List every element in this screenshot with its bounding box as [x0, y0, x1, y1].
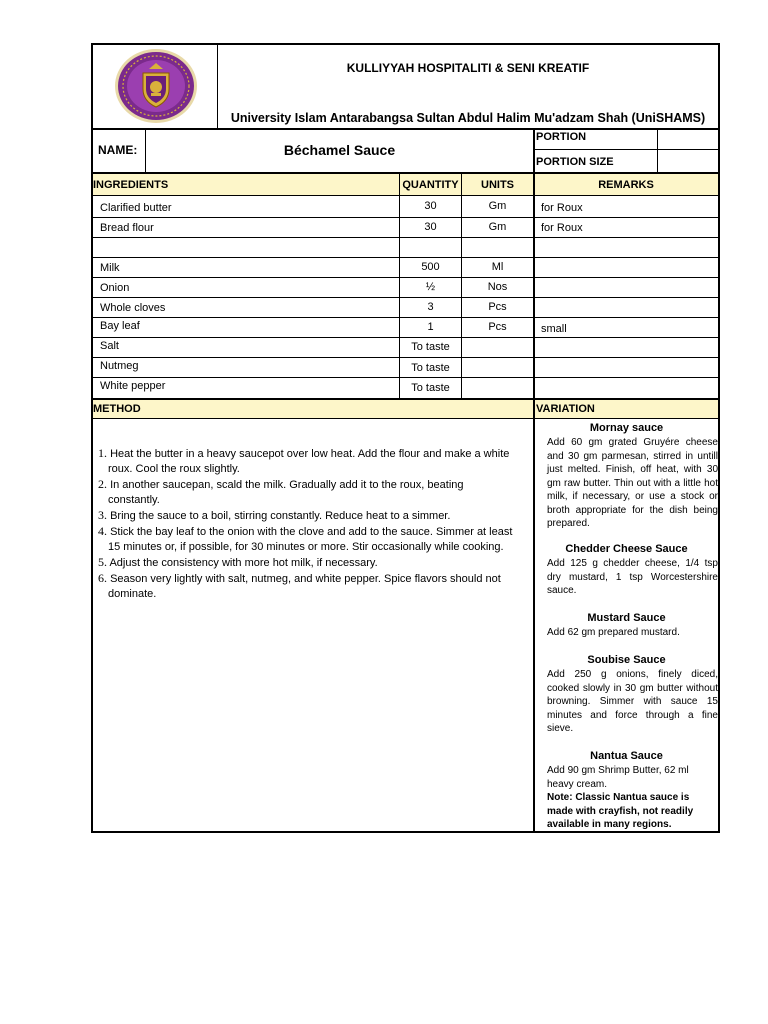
variation-body: Add 125 g chedder cheese, 1/4 tsp dry mustard, 1 tsp Worcestershire sauce.	[547, 558, 718, 596]
ingredient-remark: for Roux	[541, 202, 583, 214]
variation-body: Add 62 gm prepared mustard.	[547, 627, 680, 638]
method-step	[98, 477, 518, 508]
remarks-header: REMARKS	[598, 179, 654, 191]
step-number: 5.	[98, 555, 107, 569]
ingredient-quantity: 500	[421, 261, 440, 273]
variation-title: Mornay sauce	[589, 422, 664, 434]
portion-label: PORTION	[536, 131, 587, 143]
ingredient-unit: Pcs	[488, 301, 507, 313]
ingredient-quantity: 1	[427, 321, 434, 333]
ingredient-remark: for Roux	[541, 222, 583, 234]
step-number: 1.	[98, 446, 107, 460]
recipe-name: Béchamel Sauce	[283, 142, 396, 158]
variation-title: Soubise Sauce	[587, 654, 666, 666]
ingredient-name: Onion	[100, 282, 130, 294]
ingredient-quantity: To taste	[411, 341, 450, 353]
ingredient-unit: Nos	[487, 281, 508, 293]
ingredient-quantity: 30	[424, 221, 437, 233]
step-text: Stick the bay leaf to the onion with the clove and add to the sauce. Simmer at least 15 minutes or, if possible, for 30 minutes or more. Stir occasionally while cooking.	[108, 526, 513, 553]
ingredient-name: Bread flour	[100, 222, 154, 234]
variation-header: VARIATION	[536, 403, 595, 415]
variation-body: Add 90 gm Shrimp Butter, 62 ml heavy cream.	[547, 765, 689, 790]
ingredient-unit: Ml	[491, 261, 504, 273]
ingredient-name: Clarified butter	[100, 202, 172, 214]
faculty-title: KULLIYYAH HOSPITALITI & SENI KREATIF	[346, 61, 590, 75]
step-number: 2.	[98, 477, 107, 491]
ingredient-quantity: To taste	[411, 382, 450, 394]
method-step	[98, 446, 518, 477]
quantity-header: QUANTITY	[402, 179, 459, 191]
ingredient-name: White pepper	[100, 380, 166, 392]
ingredient-quantity: 3	[427, 301, 434, 313]
ingredient-name: Whole cloves	[100, 302, 166, 314]
ingredient-name: Milk	[100, 262, 120, 274]
ingredient-name: Bay leaf	[100, 320, 140, 332]
step-text: Heat the butter in a heavy saucepot over low heat. Add the flour and make a white roux. Cool the roux slightly.	[108, 448, 510, 475]
step-text: Adjust the consistency with more hot milk, if necessary.	[109, 557, 378, 569]
variation-note: Note: Classic Nantua sauce is made with crayfish, not readily available in many regions.	[547, 792, 694, 830]
method-step	[98, 524, 518, 555]
variation-body: Add 60 gm grated Gruyére cheese and 30 gm parmesan, stirred in untill just melted. Finish, off heat, with 30 gm raw butter. Thin out with a little hot milk, if necessary, or use a stock or broth appropriate for the dish being prepared.	[547, 437, 718, 529]
step-number: 6.	[98, 571, 107, 585]
variation-title: Mustard Sauce	[587, 612, 666, 624]
ingredient-unit: Gm	[488, 200, 507, 212]
ingredient-unit: Gm	[488, 221, 507, 233]
method-step	[98, 571, 518, 602]
ingredient-name: Salt	[100, 340, 119, 352]
method-steps	[98, 446, 518, 602]
university-title: University Islam Antarabangsa Sultan Abdul Halim Mu'adzam Shah (UniSHAMS)	[230, 111, 706, 125]
units-header: UNITS	[481, 179, 514, 191]
step-number: 4.	[98, 524, 107, 538]
university-crest-icon	[113, 47, 199, 125]
method-header: METHOD	[93, 403, 141, 415]
ingredients-header: INGREDIENTS	[93, 179, 169, 191]
name-label: NAME:	[98, 143, 138, 157]
ingredient-remark: small	[541, 323, 567, 335]
step-number: 3.	[98, 508, 107, 522]
ingredient-quantity: ½	[425, 281, 436, 293]
ingredient-quantity: To taste	[411, 362, 450, 374]
ingredient-name: Nutmeg	[100, 360, 139, 372]
portion-size-label: PORTION SIZE	[536, 156, 614, 168]
variation-body: Add 250 g onions, finely diced, cooked slowly in 30 gm butter without browning. Simmer with sauce 15 minutes and force through a fine sieve.	[547, 669, 718, 734]
step-text: Season very lightly with salt, nutmeg, and white pepper. Spice flavors should not dominate.	[108, 573, 501, 600]
method-header-fill	[92, 399, 718, 419]
step-text: Bring the sauce to a boil, stirring constantly. Reduce heat to a simmer.	[110, 510, 451, 522]
method-step	[98, 508, 518, 524]
ingredient-quantity: 30	[424, 200, 437, 212]
variation-title: Nantua Sauce	[590, 750, 663, 762]
step-text: In another saucepan, scald the milk. Gradually add it to the roux, beating constantly.	[108, 479, 464, 506]
method-step	[98, 555, 518, 571]
variation-title: Chedder Cheese Sauce	[565, 543, 688, 555]
ingredient-unit: Pcs	[488, 321, 507, 333]
